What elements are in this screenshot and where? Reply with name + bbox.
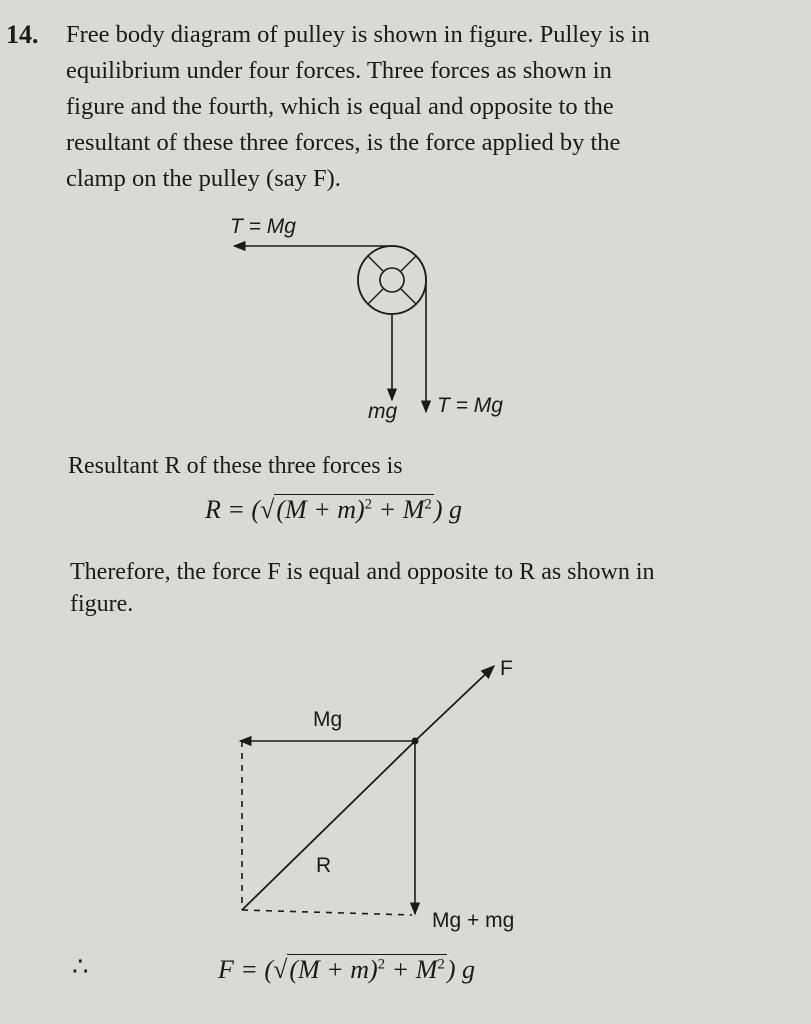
question-line: clamp on the pulley (say F). [66, 165, 341, 192]
sqrt: $√(M + m)^2 + M^2$ [260, 495, 432, 524]
question-line: resultant of these three forces, is the force applied by the [66, 129, 621, 156]
mg-plus-mg-label: Mg + mg [432, 909, 515, 932]
final-eq-lhs: F = ( [218, 955, 274, 984]
therefore-text [70, 556, 790, 620]
mg-top-label: Mg [313, 708, 343, 731]
resultant-figure [240, 657, 514, 932]
therefore-line: figure. [70, 591, 134, 617]
question-line: figure and the fourth, which is equal and opposite to the [66, 93, 614, 120]
final-eq-rhs: ) g [446, 955, 476, 984]
question-line: Free body diagram of pulley is shown in figure. Pulley is in [66, 21, 650, 48]
therefore-symbol: ∴ [72, 952, 89, 981]
resultant-r-label: R [316, 854, 332, 877]
resultant-equation [205, 495, 462, 525]
therefore-line: Therefore, the force F is equal and opposite to R as shown in [70, 559, 655, 585]
question-number: 14. [6, 20, 39, 49]
left-tension-label: T = Mg [230, 215, 296, 238]
force-f-arrow [415, 666, 494, 741]
right-tension-label: T = Mg [437, 394, 503, 417]
weight-label: mg [368, 400, 398, 423]
eq-lhs: R = ( [205, 495, 261, 524]
force-f-label: F [500, 657, 513, 680]
resultant-text: Resultant R of these three forces is [68, 453, 403, 479]
eq-rhs: ) g [433, 495, 463, 524]
question-line: equilibrium under four forces. Three forces as shown in [66, 57, 612, 84]
pivot-point [412, 738, 419, 745]
final-sqrt: $√(M + m)^2 + M^2$ [273, 955, 445, 984]
dashed-bottom-side [242, 910, 412, 915]
resultant-line [242, 741, 415, 910]
final-equation [218, 955, 475, 985]
